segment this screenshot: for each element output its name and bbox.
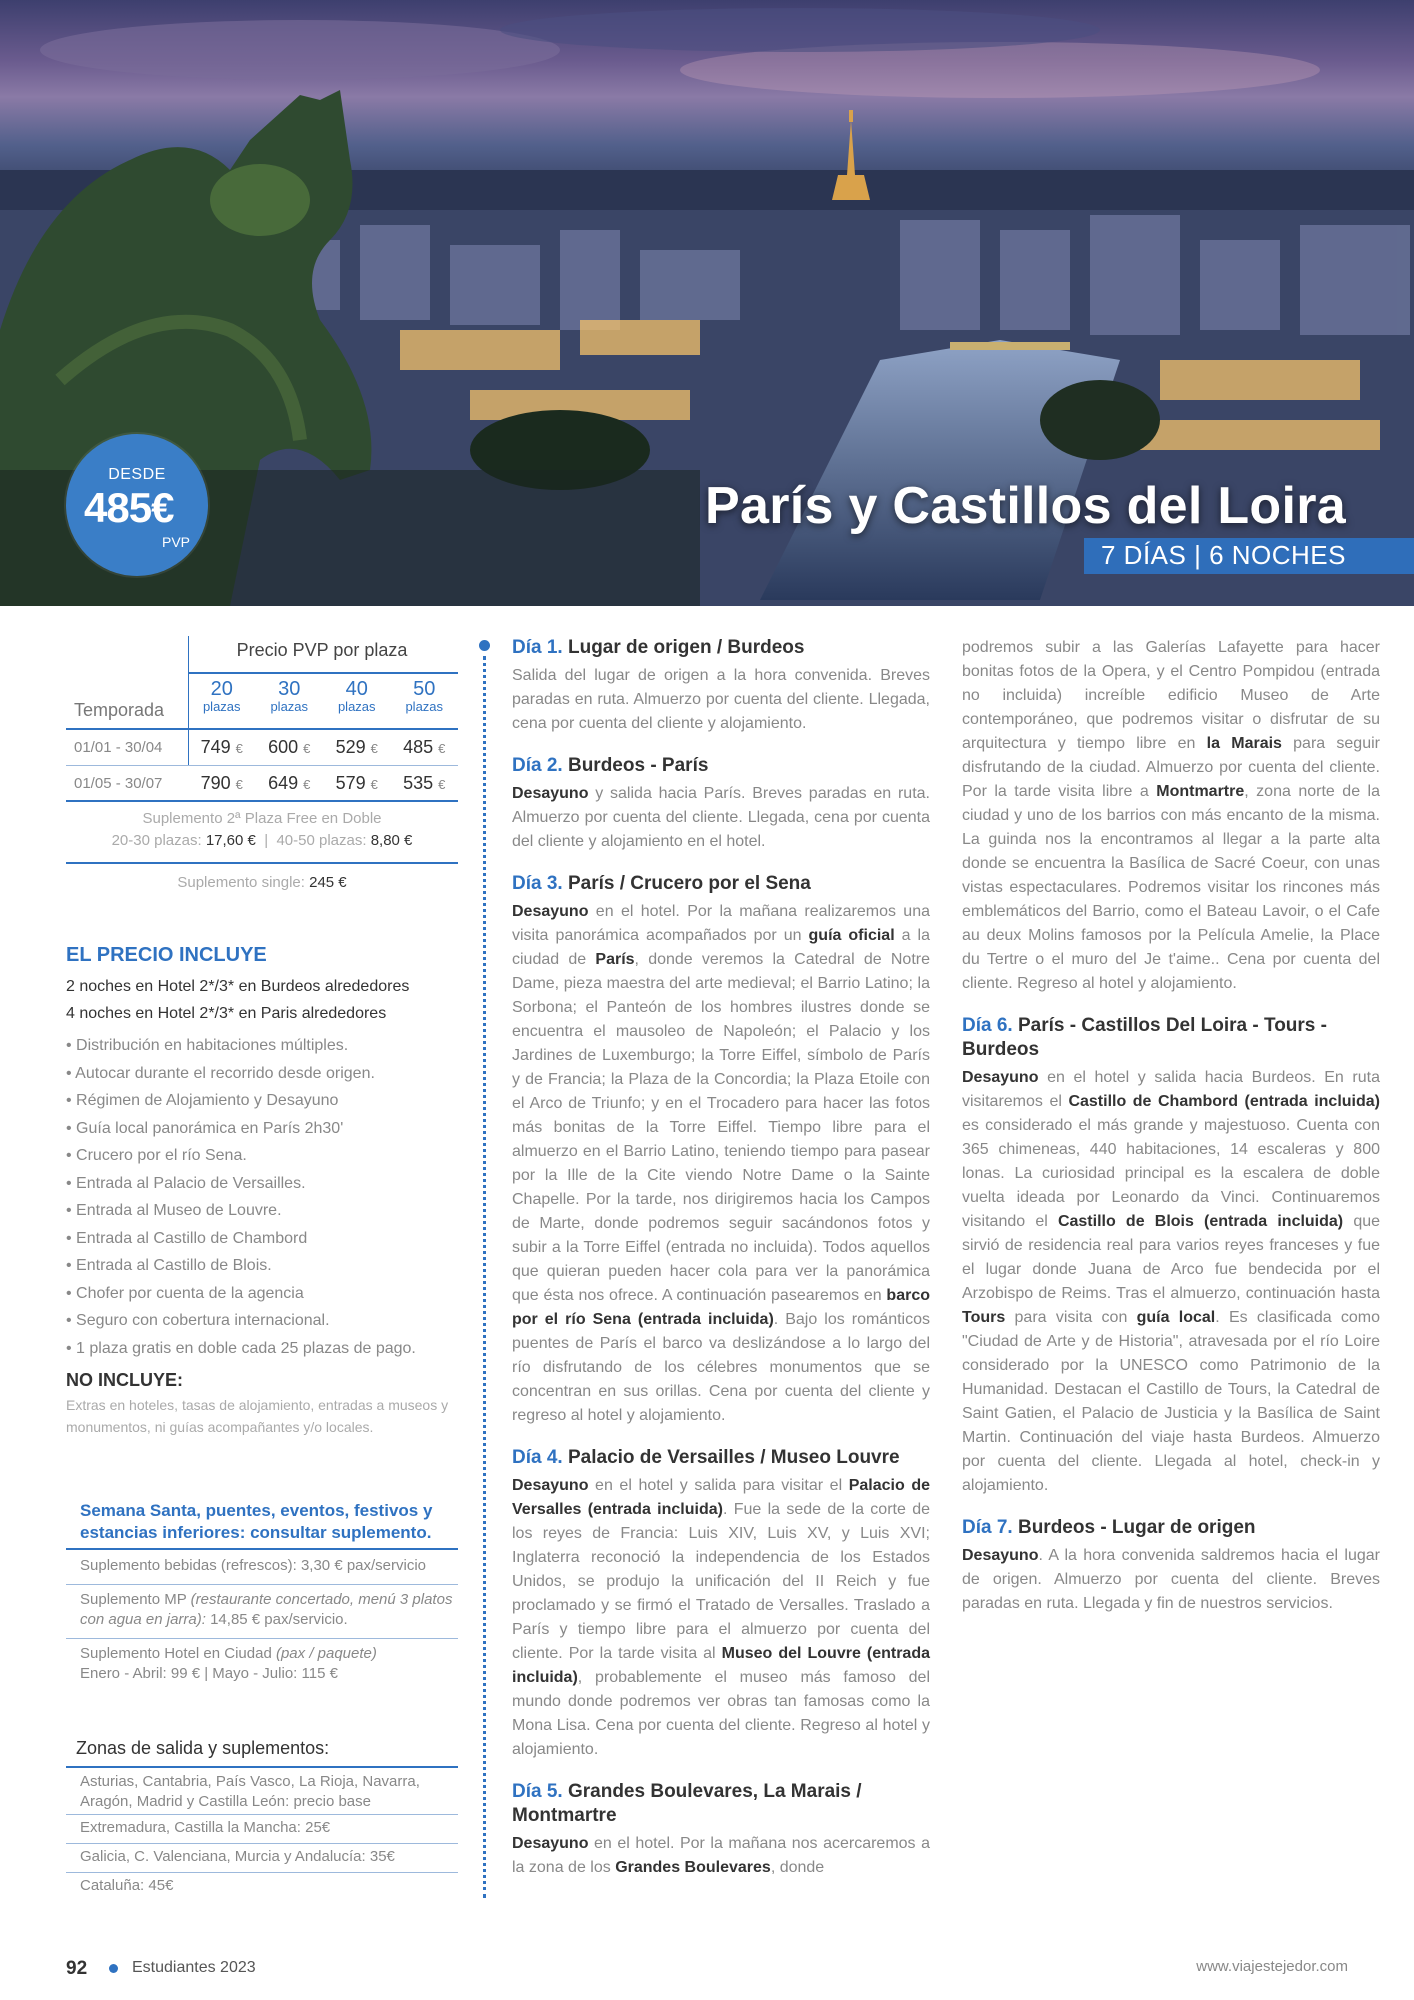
day-text: Desayuno en el hotel. Por la mañana nos acercaremos a la zona de los Grandes Boulevares, donde bbox=[512, 1835, 930, 1876]
supplement-label: 40-50 plazas: bbox=[276, 832, 367, 849]
day-text: Desayuno y salida hacia París. Breves paradas en ruta. Almuerzo por cuenta del cliente. Llegada, cena por cuenta del cliente y alojamiento en el hotel. bbox=[512, 785, 930, 850]
footer-dot bbox=[109, 1964, 118, 1973]
day-title: Palacio de Versailles / Museo Louvre bbox=[567, 1447, 900, 1468]
column-unit: plazas bbox=[337, 699, 376, 714]
price-value: 579 bbox=[335, 772, 366, 793]
price-table-columns bbox=[188, 678, 458, 714]
supplement-label: Suplemento Hotel en Ciudad bbox=[80, 1645, 272, 1662]
column-unit: plazas bbox=[405, 699, 444, 714]
day-heading bbox=[512, 1780, 930, 1828]
price-cell bbox=[188, 737, 256, 758]
half-board-supplement bbox=[80, 1590, 460, 1630]
day-1 bbox=[512, 636, 930, 736]
zone-item: Galicia, C. Valenciana, Murcia y Andalucía: 35€ bbox=[80, 1848, 395, 1865]
price-value: 529 bbox=[335, 736, 366, 757]
badge-pvp-label: PVP bbox=[161, 534, 190, 550]
currency: € bbox=[235, 740, 243, 756]
itinerary-column-2 bbox=[962, 636, 1380, 1634]
day-3 bbox=[512, 872, 930, 1428]
column-header bbox=[323, 678, 391, 714]
includes-list bbox=[66, 1032, 466, 1362]
list-item: • 1 plaza gratis en doble cada 25 plazas de pago. bbox=[66, 1335, 466, 1363]
day-number: Día 7. bbox=[962, 1517, 1013, 1538]
day-number: Día 3. bbox=[512, 873, 563, 894]
day-title: Burdeos - París bbox=[567, 755, 709, 776]
day-text: Salida del lugar de origen a la hora convenida. Breves paradas en ruta. Almuerzo por cuenta del cliente. Llegada, cena por cuenta del cliente y alojamiento. bbox=[512, 667, 930, 732]
column-number: 50 bbox=[413, 678, 436, 700]
price-cell bbox=[391, 773, 459, 794]
price-value: 649 bbox=[268, 772, 299, 793]
list-item: • Seguro con cobertura internacional. bbox=[66, 1307, 466, 1335]
section-divider bbox=[66, 1548, 458, 1550]
supplement-label: Suplemento bebidas (refrescos): bbox=[80, 1557, 297, 1574]
supplement-detail: (restaurante concertado, menú 3 platos con agua en jarra): bbox=[80, 1591, 453, 1628]
season-cell: 01/01 - 30/04 bbox=[74, 738, 163, 756]
day-text: Desayuno en el hotel y salida para visitar el Palacio de Versalles (entrada incluida). Fue la sede de la corte de los reyes de Francia: Luis XIV, Luis XV, y Luis XVI; Inglaterra reconoció la independencia de los Estados Unidos, se produjo la unificación del II Reich y fue proclamado y se firmó el Tratado de Versalles. Traslado a París y tiempo libre para el almuerzo por cuenta del cliente. Por la tarde visita al Museo del Louvre (entrada incluida), probablemente el museo más famoso del mundo donde podremos ver obras tan famosas como la Mona Lisa. Cena por cuenta del cliente. Regreso al hotel y alojamiento. bbox=[512, 1477, 931, 1758]
section-divider bbox=[66, 1814, 458, 1815]
magazine-name: Estudiantes 2023 bbox=[132, 1959, 256, 1976]
list-item: • Entrada al Museo de Louvre. bbox=[66, 1197, 466, 1225]
list-item: • Guía local panorámica en París 2h30' bbox=[66, 1115, 466, 1143]
day-title: París / Crucero por el Sena bbox=[567, 873, 811, 894]
separator-dot bbox=[479, 640, 490, 651]
holiday-supplement-note: Semana Santa, puentes, eventos, festivos y estancias inferiores: consultar suplemento. bbox=[80, 1501, 433, 1542]
day-6 bbox=[962, 1014, 1380, 1498]
day-text: podremos subir a las Galerías Lafayette para hacer bonitas fotos de la Opera, y el Centro Pompidou (entrada no incluida) increíble edificio Museo de Arte contemporáneo, que podremos visitar o disfrutar de su arquitectura y tiempo libre en la Marais para seguir disfrutando de la ciudad. Almuerzo por cuenta del cliente. Por la tarde visita libre a Montmartre, zona norte de la ciudad y uno de los barrios con más encanto de la misma. La guinda nos la encontramos al llegar a la parte alta donde se encuentra la Basílica de Sacré Coeur, con unas vistas espectaculares. Podremos visitar los rincones más emblemáticos del Barrio, como el Bateau Lavoir, o el Cafe au deux Molins famosos por la Película Amelie, la Place du Tertre o el muro del Je t'aime.. Cena por cuenta del cliente. Regreso al hotel y alojamiento. bbox=[962, 639, 1381, 992]
currency: € bbox=[303, 776, 311, 792]
website-link[interactable]: www.viajestejedor.com bbox=[1196, 1958, 1348, 1975]
supplement-value: Enero - Abril: 99 € | Mayo - Julio: 115 € bbox=[80, 1665, 338, 1682]
supplement-detail: (pax / paquete) bbox=[275, 1645, 377, 1662]
section-divider bbox=[66, 1584, 458, 1585]
zone-item: Extremadura, Castilla la Mancha: 25€ bbox=[80, 1819, 331, 1836]
supplement-value: 8,80 € bbox=[370, 832, 413, 849]
price-table-header: Precio PVP por plaza bbox=[236, 640, 408, 660]
list-item: • Distribución en habitaciones múltiples. bbox=[66, 1032, 466, 1060]
price-cell bbox=[256, 737, 324, 758]
table-divider bbox=[66, 800, 458, 802]
day-heading bbox=[512, 1446, 930, 1470]
supplement-value: 17,60 € bbox=[205, 832, 256, 849]
list-item: • Entrada al Castillo de Blois. bbox=[66, 1252, 466, 1280]
column-number: 20 bbox=[210, 678, 233, 700]
supplement-label: Suplemento single: bbox=[177, 874, 305, 891]
section-divider bbox=[66, 1872, 458, 1873]
supplement-value: 3,30 € pax/servicio bbox=[300, 1557, 427, 1574]
list-item: • Entrada al Palacio de Versailles. bbox=[66, 1170, 466, 1198]
table-row bbox=[66, 730, 458, 764]
day-5 bbox=[512, 1780, 930, 1880]
price-cell bbox=[256, 773, 324, 794]
list-item: • Chofer por cuenta de la agencia bbox=[66, 1280, 466, 1308]
currency: € bbox=[370, 740, 378, 756]
day-number: Día 4. bbox=[512, 1447, 563, 1468]
free-place-supplement-line: Suplemento 2ª Plaza Free en Doble bbox=[142, 810, 382, 827]
day-number: Día 2. bbox=[512, 755, 563, 776]
page-number: 92 bbox=[66, 1958, 88, 1979]
section-divider bbox=[66, 1766, 458, 1768]
day-heading bbox=[962, 1516, 1380, 1540]
column-header bbox=[256, 678, 324, 714]
day-number: Día 1. bbox=[512, 637, 563, 658]
price-cell bbox=[391, 737, 459, 758]
zone-item: Asturias, Cantabria, País Vasco, La Rioja, Navarra, Aragón, Madrid y Castilla León: precio base bbox=[80, 1773, 420, 1810]
column-unit: plazas bbox=[202, 699, 241, 714]
column-header bbox=[188, 678, 256, 714]
badge-price: 485€ bbox=[84, 484, 174, 531]
currency: € bbox=[370, 776, 378, 792]
itinerary-column-1 bbox=[512, 636, 930, 1898]
day-text: Desayuno en el hotel. Por la mañana realizaremos una visita panorámica acompañados por un guía oficial a la ciudad de París, donde veremos la Catedral de Notre Dame, pieza maestra del arte medieval; el Barrio Latino; la Sorbona; el Panteón de los hombres ilustres donde se encuentra el mausoleo de Napoleón; el Palacio y los Jardines de Luxemburgo; la Torre Eiffel, símbolo de París y de Francia; la Plaza de la Concordia; la Plaza Etoile con el Arco de Triunfo; y en el Trocadero para hacer las fotos más bonitas de la Torre Eiffel. Tiempo libre para el almuerzo en el Barrio Latino, teniendo tiempo para pasear por la Ille de la Cite viendo Notre Dame o la Sainte Chapelle. Por la tarde, nos dirigiremos hacia los Campos de Marte, donde podremos seguir sacándonos fotos y subir a la Torre Eiffel (entrada no incluida). Todos aquellos que quieran pueden hacer cola para ver la panorámica que ésta nos ofrece. A continuación pasearemos en barco por el río Sena (entrada incluida). Bajo los románticos puentes de París el barco va deslizándose a lo largo del río disfrutando de los célebres monumentos que se concentran en sus orillas. Cena por cuenta del cliente y regreso al hotel y alojamiento. bbox=[512, 903, 931, 1424]
day-heading bbox=[962, 1014, 1380, 1062]
column-header bbox=[391, 678, 459, 714]
badge-from-label: DESDE bbox=[108, 466, 166, 483]
table-row bbox=[66, 766, 458, 800]
price-cell bbox=[323, 773, 391, 794]
list-item: • Autocar durante el recorrido desde origen. bbox=[66, 1060, 466, 1088]
currency: € bbox=[235, 776, 243, 792]
supplement-value: 14,85 € pax/servicio. bbox=[210, 1611, 348, 1628]
day-text: Desayuno en el hotel y salida hacia Burdeos. En ruta visitaremos el Castillo de Chambord (entrada incluida) es considerado el más grande y majestuoso. Cuenta con 365 chimeneas, 440 habitaciones, 14 escaleras y 800 lonas. La curiosidad principal es la escalera de doble vuelta ideada por Leonardo da Vinci. Continuaremos visitando el Castillo de Blois (entrada incluida) que sirvió de residencia real para varios reyes franceses y fue el lugar donde Juana de Arco fue bendecida por el Arzobispo de Reims. Tras el almuerzo, continuación hasta Tours para visita con guía local. Es clasificada como "Ciudad de Arte y de Historia", atravesada por el río Loire considerado por la UNESCO como Patrimonio de la Humanidad. Destacan el Castillo de Tours, la Catedral de Saint Gatien, el Palacio de Justicia y la Basílica de Saint Martin. Continuación del viaje hasta Burdeos. Almuerzo por cuenta del cliente. Llegada al hotel, check-in y alojamiento. bbox=[962, 1069, 1381, 1494]
single-supplement bbox=[66, 874, 458, 891]
drinks-supplement bbox=[80, 1556, 460, 1576]
city-hotel-supplement bbox=[80, 1644, 460, 1684]
column-unit: plazas bbox=[270, 699, 309, 714]
section-divider bbox=[66, 1638, 458, 1639]
includes-hotel-line: 2 noches en Hotel 2*/3* en Burdeos alrededores bbox=[66, 978, 410, 995]
separator: | bbox=[264, 832, 269, 849]
day-2 bbox=[512, 754, 930, 854]
table-divider bbox=[66, 862, 458, 864]
column-number: 40 bbox=[345, 678, 368, 700]
day-5-continued bbox=[962, 636, 1380, 996]
day-number: Día 6. bbox=[962, 1015, 1013, 1036]
price-value: 600 bbox=[268, 736, 299, 757]
not-included-text: Extras en hoteles, tasas de alojamiento, entradas a museos y monumentos, ni guías acompañantes y/o locales. bbox=[66, 1397, 449, 1435]
price-value: 535 bbox=[403, 772, 434, 793]
currency: € bbox=[438, 776, 446, 792]
season-column-label: Temporada bbox=[74, 700, 165, 720]
supplement-label: 20-30 plazas: bbox=[111, 832, 202, 849]
page-subtitle: 7 DÍAS | 6 NOCHES bbox=[1101, 540, 1346, 570]
day-4 bbox=[512, 1446, 930, 1762]
day-7 bbox=[962, 1516, 1380, 1616]
currency: € bbox=[303, 740, 311, 756]
day-heading bbox=[512, 872, 930, 896]
price-value: 749 bbox=[200, 736, 231, 757]
not-included-heading: NO INCLUYE: bbox=[66, 1370, 183, 1390]
list-item: • Crucero por el río Sena. bbox=[66, 1142, 466, 1170]
price-cell bbox=[323, 737, 391, 758]
zone-item: Cataluña: 45€ bbox=[80, 1877, 174, 1894]
table-divider bbox=[188, 672, 458, 674]
day-title: Grandes Boulevares, La Marais / Montmartre bbox=[512, 1781, 862, 1826]
price-cell bbox=[188, 773, 256, 794]
includes-heading: EL PRECIO INCLUYE bbox=[66, 944, 267, 966]
day-text: Desayuno. A la hora convenida saldremos hacia el lugar de origen. Almuerzo por cuenta del cliente. Breves paradas en ruta. Llegada y fin de nuestros servicios. bbox=[962, 1547, 1380, 1612]
price-value: 790 bbox=[200, 772, 231, 793]
departure-zones-heading: Zonas de salida y suplementos: bbox=[76, 1738, 330, 1758]
free-place-supplement-values bbox=[66, 832, 458, 849]
day-title: Lugar de origen / Burdeos bbox=[567, 637, 805, 658]
price-value: 485 bbox=[403, 736, 434, 757]
day-number: Día 5. bbox=[512, 1781, 563, 1802]
season-cell: 01/05 - 30/07 bbox=[74, 774, 163, 792]
list-item: • Régimen de Alojamiento y Desayuno bbox=[66, 1087, 466, 1115]
page-title: París y Castillos del Loira bbox=[704, 477, 1346, 535]
price-badge bbox=[66, 434, 208, 576]
list-item: • Entrada al Castillo de Chambord bbox=[66, 1225, 466, 1253]
dotted-separator bbox=[483, 656, 486, 1898]
hero-image bbox=[0, 0, 1414, 606]
day-heading bbox=[512, 754, 930, 778]
day-title: París - Castillos Del Loira - Tours - Burdeos bbox=[962, 1015, 1327, 1060]
section-divider bbox=[66, 1843, 458, 1844]
column-number: 30 bbox=[278, 678, 301, 700]
day-title: Burdeos - Lugar de origen bbox=[1017, 1517, 1256, 1538]
supplement-value: 245 € bbox=[309, 874, 347, 891]
day-heading bbox=[512, 636, 930, 660]
includes-hotel-line: 4 noches en Hotel 2*/3* en Paris alrededores bbox=[66, 1005, 387, 1022]
supplement-label: Suplemento MP bbox=[80, 1591, 187, 1608]
currency: € bbox=[438, 740, 446, 756]
